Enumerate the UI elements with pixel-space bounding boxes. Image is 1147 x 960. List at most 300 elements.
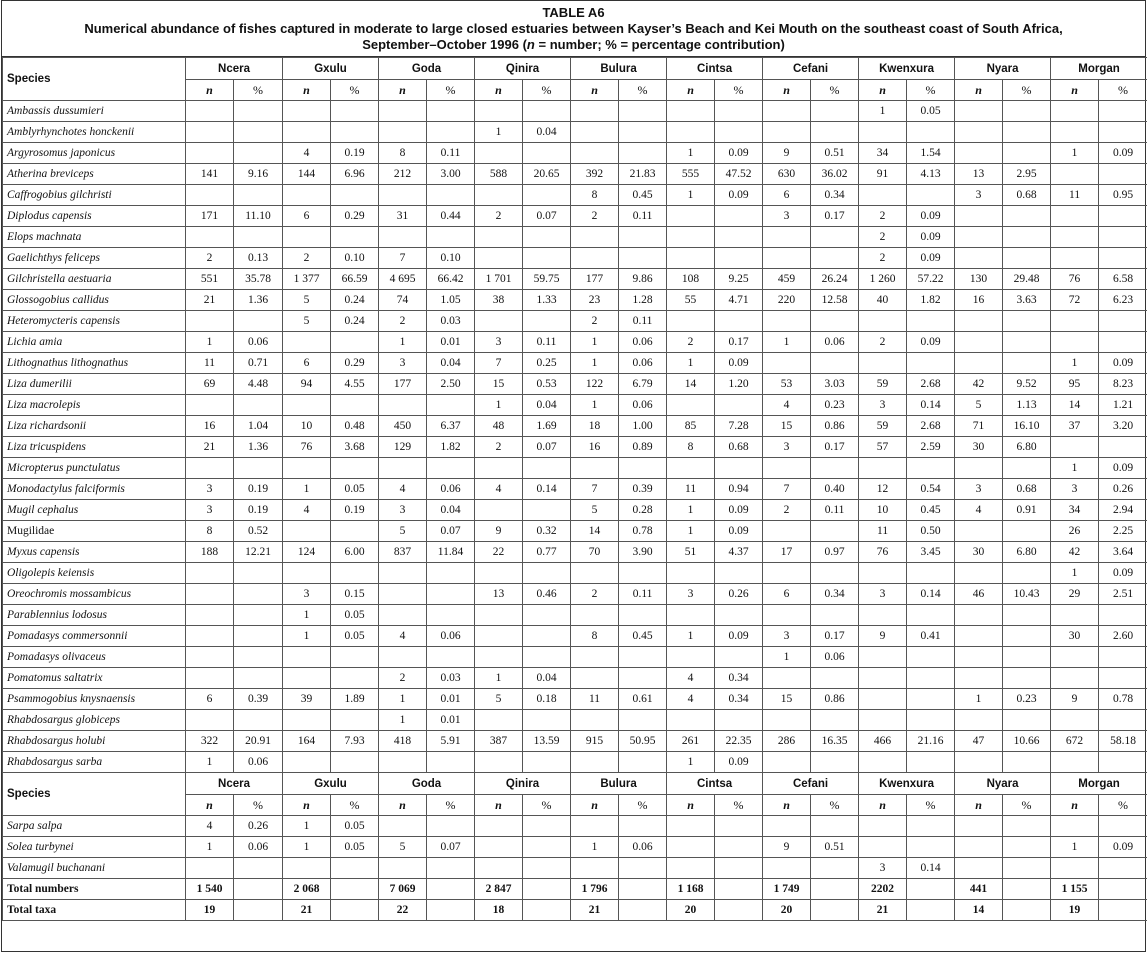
percent-cell — [907, 647, 955, 668]
percent-cell — [523, 248, 571, 269]
count-cell — [475, 858, 523, 879]
percent-cell — [907, 563, 955, 584]
percent-cell — [427, 605, 475, 626]
percent-cell — [715, 206, 763, 227]
percent-cell — [1003, 353, 1051, 374]
count-cell: 6 — [283, 353, 331, 374]
percent-header: % — [523, 795, 571, 816]
percent-cell — [619, 458, 667, 479]
percent-cell: 0.39 — [619, 479, 667, 500]
count-cell: 1 — [571, 332, 619, 353]
count-cell: 76 — [859, 542, 907, 563]
count-cell: 188 — [186, 542, 234, 563]
percent-cell: 2.68 — [907, 416, 955, 437]
count-cell: 72 — [1051, 290, 1099, 311]
n-header: n — [475, 795, 523, 816]
total-label: Total taxa — [3, 900, 186, 921]
percent-cell: 0.05 — [331, 479, 379, 500]
count-cell: 1 — [955, 689, 1003, 710]
count-cell: 51 — [667, 542, 715, 563]
count-cell — [667, 605, 715, 626]
percent-cell — [619, 858, 667, 879]
percent-cell — [523, 710, 571, 731]
count-cell: 108 — [667, 269, 715, 290]
count-cell: 122 — [571, 374, 619, 395]
count-cell — [955, 143, 1003, 164]
count-cell: 30 — [955, 437, 1003, 458]
count-cell: 212 — [379, 164, 427, 185]
table-row — [3, 563, 1147, 584]
percent-cell — [1003, 122, 1051, 143]
count-cell — [186, 227, 234, 248]
n-header: n — [955, 80, 1003, 101]
percent-cell: 2.95 — [1003, 164, 1051, 185]
percent-cell: 16.35 — [811, 731, 859, 752]
count-cell — [475, 227, 523, 248]
species-name: Rhabdosargus globiceps — [3, 710, 186, 731]
percent-cell — [619, 816, 667, 837]
count-cell — [955, 710, 1003, 731]
percent-cell — [1003, 668, 1051, 689]
percent-cell: 0.32 — [523, 521, 571, 542]
percent-cell — [523, 626, 571, 647]
percent-cell: 13.59 — [523, 731, 571, 752]
percent-cell — [1099, 206, 1147, 227]
percent-cell — [427, 584, 475, 605]
percent-cell — [907, 122, 955, 143]
count-cell: 392 — [571, 164, 619, 185]
percent-cell: 0.23 — [811, 395, 859, 416]
percent-cell: 1.36 — [234, 437, 283, 458]
table-row — [3, 332, 1147, 353]
n-header: n — [859, 795, 907, 816]
count-cell: 177 — [379, 374, 427, 395]
species-name: Pomadasys commersonnii — [3, 626, 186, 647]
count-cell: 1 — [763, 647, 811, 668]
count-cell: 2 — [571, 584, 619, 605]
percent-cell — [811, 122, 859, 143]
percent-cell — [234, 185, 283, 206]
count-cell: 8 — [379, 143, 427, 164]
percent-cell: 3.64 — [1099, 542, 1147, 563]
count-cell — [379, 584, 427, 605]
header-row-sites — [3, 773, 1147, 795]
count-cell: 1 — [283, 479, 331, 500]
percent-cell — [1003, 563, 1051, 584]
percent-cell: 0.44 — [427, 206, 475, 227]
percent-cell — [907, 605, 955, 626]
percent-cell — [1099, 437, 1147, 458]
percent-cell: 3.63 — [1003, 290, 1051, 311]
count-cell: 95 — [1051, 374, 1099, 395]
percent-cell: 0.91 — [1003, 500, 1051, 521]
percent-cell: 3.00 — [427, 164, 475, 185]
percent-cell — [234, 858, 283, 879]
percent-cell — [715, 710, 763, 731]
count-cell: 18 — [571, 416, 619, 437]
percent-cell: 10.66 — [1003, 731, 1051, 752]
percent-cell: 58.18 — [1099, 731, 1147, 752]
count-cell — [667, 816, 715, 837]
percent-cell — [811, 101, 859, 122]
count-cell — [859, 668, 907, 689]
percent-cell — [331, 395, 379, 416]
percent-cell — [907, 752, 955, 773]
count-cell — [763, 710, 811, 731]
count-cell: 1 796 — [571, 879, 619, 900]
count-cell — [763, 353, 811, 374]
count-cell — [955, 752, 1003, 773]
species-name: Diplodus capensis — [3, 206, 186, 227]
percent-cell: 0.14 — [523, 479, 571, 500]
count-cell: 3 — [667, 584, 715, 605]
count-cell: 37 — [1051, 416, 1099, 437]
count-cell: 11 — [667, 479, 715, 500]
percent-cell: 2.60 — [1099, 626, 1147, 647]
count-cell — [475, 311, 523, 332]
count-cell: 3 — [763, 626, 811, 647]
count-cell — [1051, 858, 1099, 879]
table-row — [3, 752, 1147, 773]
percent-cell: 0.14 — [907, 584, 955, 605]
percent-cell — [715, 858, 763, 879]
count-cell: 16 — [571, 437, 619, 458]
percent-cell: 0.41 — [907, 626, 955, 647]
percent-cell: 1.33 — [523, 290, 571, 311]
percent-cell: 0.34 — [811, 584, 859, 605]
site-header-cintsa: Cintsa — [667, 58, 763, 80]
percent-cell — [234, 584, 283, 605]
count-cell: 630 — [763, 164, 811, 185]
percent-cell — [619, 879, 667, 900]
percent-cell: 3.45 — [907, 542, 955, 563]
table-row — [3, 227, 1147, 248]
count-cell: 8 — [667, 437, 715, 458]
count-cell: 42 — [1051, 542, 1099, 563]
count-cell — [859, 185, 907, 206]
count-cell — [571, 563, 619, 584]
count-cell: 40 — [859, 290, 907, 311]
count-cell: 31 — [379, 206, 427, 227]
percent-cell: 0.19 — [331, 143, 379, 164]
percent-cell: 1.20 — [715, 374, 763, 395]
percent-cell: 0.29 — [331, 206, 379, 227]
n-header: n — [283, 795, 331, 816]
count-cell: 9 — [763, 837, 811, 858]
count-cell: 129 — [379, 437, 427, 458]
percent-header: % — [523, 80, 571, 101]
species-name: Gilchristella aestuaria — [3, 269, 186, 290]
percent-cell: 0.11 — [619, 206, 667, 227]
species-name: Mugil cephalus — [3, 500, 186, 521]
count-cell: 15 — [763, 416, 811, 437]
count-cell — [475, 752, 523, 773]
count-cell: 8 — [186, 521, 234, 542]
percent-cell — [427, 858, 475, 879]
n-header: n — [379, 80, 427, 101]
percent-cell: 0.07 — [427, 521, 475, 542]
species-name: Gaelichthys feliceps — [3, 248, 186, 269]
percent-cell: 0.09 — [1099, 458, 1147, 479]
site-header-goda: Goda — [379, 773, 475, 795]
percent-cell — [523, 900, 571, 921]
percent-cell: 57.22 — [907, 269, 955, 290]
percent-cell: 0.07 — [523, 206, 571, 227]
site-header-morgan: Morgan — [1051, 58, 1147, 80]
count-cell: 9 — [763, 143, 811, 164]
count-cell: 14 — [571, 521, 619, 542]
count-cell: 4 — [379, 479, 427, 500]
percent-cell: 29.48 — [1003, 269, 1051, 290]
percent-cell: 0.10 — [331, 248, 379, 269]
percent-cell — [1099, 122, 1147, 143]
percent-cell: 0.09 — [715, 521, 763, 542]
count-cell: 1 — [667, 353, 715, 374]
count-cell — [859, 122, 907, 143]
percent-cell: 9.86 — [619, 269, 667, 290]
count-cell: 6 — [186, 689, 234, 710]
count-cell — [1051, 647, 1099, 668]
count-cell — [859, 689, 907, 710]
site-header-gxulu: Gxulu — [283, 773, 379, 795]
table-caption — [2, 1, 1145, 57]
percent-cell — [427, 563, 475, 584]
count-cell: 1 — [1051, 837, 1099, 858]
percent-cell: 0.09 — [907, 332, 955, 353]
count-cell: 26 — [1051, 521, 1099, 542]
count-cell: 70 — [571, 542, 619, 563]
count-cell — [955, 122, 1003, 143]
percent-cell: 0.89 — [619, 437, 667, 458]
count-cell: 1 — [186, 837, 234, 858]
count-cell: 1 — [283, 605, 331, 626]
percent-cell — [907, 879, 955, 900]
count-cell: 1 — [379, 689, 427, 710]
count-cell — [571, 710, 619, 731]
percent-cell: 0.09 — [1099, 837, 1147, 858]
percent-cell: 0.09 — [715, 143, 763, 164]
count-cell: 2 — [283, 248, 331, 269]
n-header: n — [571, 795, 619, 816]
count-cell: 6 — [763, 185, 811, 206]
percent-cell: 0.11 — [619, 584, 667, 605]
count-cell: 1 — [475, 122, 523, 143]
count-cell: 3 — [955, 185, 1003, 206]
percent-cell — [331, 185, 379, 206]
percent-cell: 0.52 — [234, 521, 283, 542]
count-cell — [955, 837, 1003, 858]
percent-cell: 0.06 — [234, 837, 283, 858]
percent-cell: 0.01 — [427, 710, 475, 731]
count-cell: 4 695 — [379, 269, 427, 290]
percent-cell — [811, 816, 859, 837]
percent-cell — [427, 752, 475, 773]
species-name: Rhabdosargus sarba — [3, 752, 186, 773]
count-cell — [859, 563, 907, 584]
percent-header: % — [1099, 795, 1147, 816]
count-cell: 55 — [667, 290, 715, 311]
count-cell: 7 — [763, 479, 811, 500]
count-cell — [283, 563, 331, 584]
percent-cell: 0.06 — [619, 395, 667, 416]
count-cell: 10 — [859, 500, 907, 521]
percent-cell — [1099, 311, 1147, 332]
count-cell: 4 — [667, 668, 715, 689]
count-cell: 1 — [283, 837, 331, 858]
percent-cell: 1.28 — [619, 290, 667, 311]
table-row — [3, 479, 1147, 500]
count-cell: 261 — [667, 731, 715, 752]
percent-cell — [1099, 858, 1147, 879]
percent-cell: 0.01 — [427, 689, 475, 710]
species-name: Valamugil buchanani — [3, 858, 186, 879]
percent-cell: 0.97 — [811, 542, 859, 563]
percent-cell — [234, 122, 283, 143]
count-cell: 30 — [1051, 626, 1099, 647]
percent-cell: 0.23 — [1003, 689, 1051, 710]
percent-cell — [234, 458, 283, 479]
count-cell — [955, 206, 1003, 227]
count-cell: 1 — [667, 752, 715, 773]
count-cell — [1051, 101, 1099, 122]
site-header-kwenxura: Kwenxura — [859, 58, 955, 80]
percent-cell — [427, 900, 475, 921]
total-row — [3, 879, 1147, 900]
count-cell: 6 — [763, 584, 811, 605]
percent-cell — [907, 311, 955, 332]
percent-cell: 26.24 — [811, 269, 859, 290]
percent-cell — [1003, 605, 1051, 626]
count-cell — [859, 605, 907, 626]
percent-cell: 0.51 — [811, 143, 859, 164]
count-cell — [186, 858, 234, 879]
percent-cell: 2.68 — [907, 374, 955, 395]
percent-cell — [523, 500, 571, 521]
count-cell — [1051, 668, 1099, 689]
percent-cell: 6.80 — [1003, 542, 1051, 563]
count-cell: 1 — [667, 185, 715, 206]
count-cell — [859, 710, 907, 731]
percent-cell: 0.05 — [331, 816, 379, 837]
percent-cell — [331, 101, 379, 122]
percent-cell — [234, 143, 283, 164]
percent-cell: 1.21 — [1099, 395, 1147, 416]
percent-cell — [715, 227, 763, 248]
percent-cell: 66.59 — [331, 269, 379, 290]
count-cell — [379, 395, 427, 416]
species-name: Solea turbynei — [3, 837, 186, 858]
percent-header: % — [1003, 80, 1051, 101]
percent-cell — [427, 185, 475, 206]
count-cell — [763, 668, 811, 689]
count-cell: 2 — [186, 248, 234, 269]
percent-cell: 5.91 — [427, 731, 475, 752]
site-header-qinira: Qinira — [475, 58, 571, 80]
percent-cell: 0.06 — [811, 647, 859, 668]
percent-cell: 11.84 — [427, 542, 475, 563]
percent-cell: 0.05 — [331, 626, 379, 647]
count-cell — [475, 248, 523, 269]
count-cell: 22 — [475, 542, 523, 563]
percent-cell — [234, 311, 283, 332]
n-header: n — [763, 795, 811, 816]
percent-cell — [811, 752, 859, 773]
count-cell: 4 — [955, 500, 1003, 521]
percent-cell — [1003, 879, 1051, 900]
percent-cell: 0.15 — [331, 584, 379, 605]
count-cell: 124 — [283, 542, 331, 563]
count-cell — [1051, 605, 1099, 626]
count-cell: 1 749 — [763, 879, 811, 900]
count-cell: 177 — [571, 269, 619, 290]
percent-cell: 0.13 — [234, 248, 283, 269]
percent-cell: 50.95 — [619, 731, 667, 752]
percent-cell — [907, 816, 955, 837]
count-cell — [475, 563, 523, 584]
table-row — [3, 374, 1147, 395]
table-row — [3, 269, 1147, 290]
percent-cell: 11.10 — [234, 206, 283, 227]
percent-cell — [619, 248, 667, 269]
percent-cell: 0.19 — [331, 500, 379, 521]
count-cell — [379, 605, 427, 626]
count-cell: 11 — [186, 353, 234, 374]
table-row — [3, 248, 1147, 269]
count-cell: 13 — [955, 164, 1003, 185]
percent-cell — [427, 647, 475, 668]
count-cell — [1051, 311, 1099, 332]
count-cell — [667, 710, 715, 731]
percent-header: % — [619, 80, 667, 101]
percent-cell: 0.51 — [811, 837, 859, 858]
n-header: n — [475, 80, 523, 101]
count-cell — [186, 458, 234, 479]
count-cell: 53 — [763, 374, 811, 395]
count-cell: 15 — [475, 374, 523, 395]
count-cell — [667, 647, 715, 668]
percent-cell: 0.09 — [715, 185, 763, 206]
count-cell — [379, 563, 427, 584]
percent-cell: 1.82 — [907, 290, 955, 311]
count-cell: 141 — [186, 164, 234, 185]
percent-cell — [1099, 605, 1147, 626]
percent-header: % — [619, 795, 667, 816]
species-name: Elops machnata — [3, 227, 186, 248]
percent-cell — [331, 332, 379, 353]
percent-cell — [427, 101, 475, 122]
count-cell: 1 — [1051, 458, 1099, 479]
percent-cell: 36.02 — [811, 164, 859, 185]
count-cell: 71 — [955, 416, 1003, 437]
count-cell: 1 540 — [186, 879, 234, 900]
percent-cell: 0.03 — [427, 668, 475, 689]
count-cell — [283, 647, 331, 668]
percent-cell: 0.06 — [234, 752, 283, 773]
percent-cell: 0.34 — [811, 185, 859, 206]
percent-cell: 4.55 — [331, 374, 379, 395]
percent-cell: 6.58 — [1099, 269, 1147, 290]
percent-cell: 0.03 — [427, 311, 475, 332]
percent-cell: 22.35 — [715, 731, 763, 752]
count-cell: 3 — [859, 858, 907, 879]
percent-header: % — [811, 795, 859, 816]
count-cell — [763, 858, 811, 879]
percent-cell — [715, 879, 763, 900]
count-cell: 1 — [1051, 143, 1099, 164]
species-column-header: Species — [3, 58, 186, 101]
percent-cell — [234, 647, 283, 668]
count-cell: 9 — [859, 626, 907, 647]
